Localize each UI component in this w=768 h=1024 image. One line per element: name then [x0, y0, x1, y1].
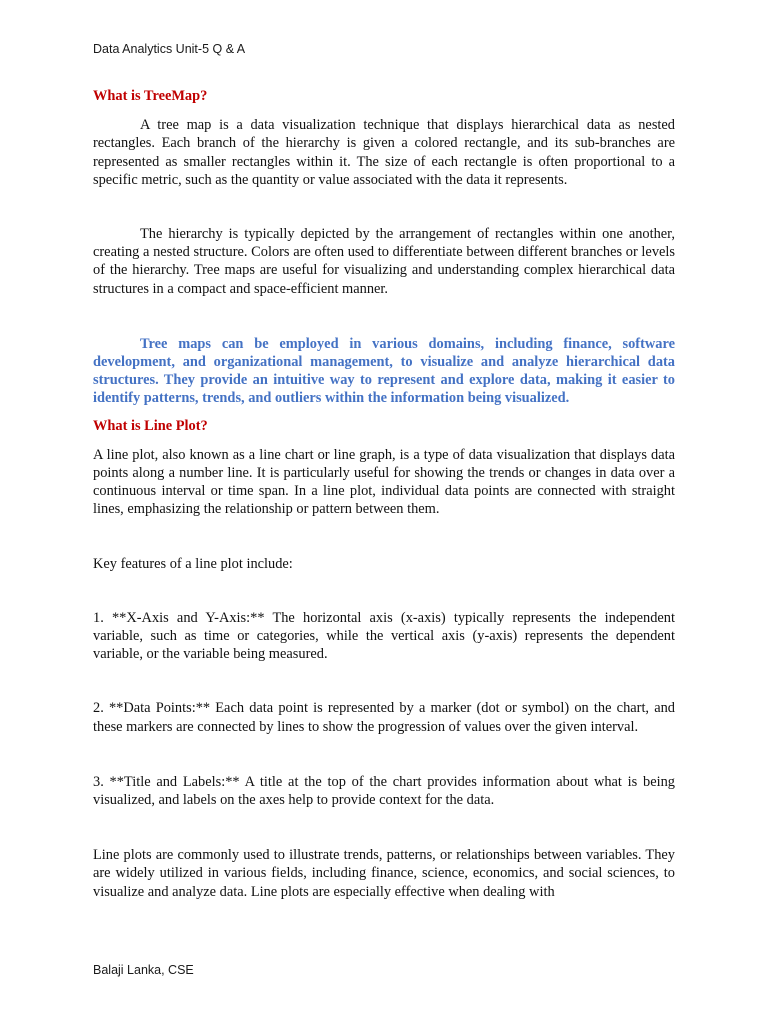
lineplot-feature-3: 3. **Title and Labels:** A title at the top of the chart provides information about what is being visualized, and labels on the axes help to provide context for the data.: [93, 773, 675, 809]
lineplot-heading: What is Line Plot?: [93, 417, 208, 434]
lineplot-feature-1: 1. **X-Axis and Y-Axis:** The horizontal axis (x-axis) typically represents the independent variable, such as time or categories, while the vertical axis (y-axis) represents the dependent variable, or the variable being measured.: [93, 609, 675, 663]
lineplot-features-intro: Key features of a line plot include:: [93, 555, 293, 572]
page-footer: Balaji Lanka, CSE: [93, 963, 194, 977]
lineplot-feature-2: 2. **Data Points:** Each data point is represented by a marker (dot or symbol) on the chart, and these markers are connected by lines to show the progression of values over the given interval.: [93, 700, 675, 735]
treemap-paragraph-1: A tree map is a data visualization technique that displays hierarchical data as nested rectangles. Each branch of the hierarchy is given a colored rectangle, and its sub-branches are represented as smaller rectangles within it. The size of each rectangle is often proportional to a specific metric, such as the quantity or value associated with the data it represents.: [93, 117, 675, 188]
treemap-paragraph-3: Tree maps can be employed in various domains, including finance, software development, and organizational management, to visualize and analyze hierarchical data structures. They provide an intuitive way to represent and explore data, making it easier to identify patterns, trends, and outliers within the information being visualized.: [93, 335, 675, 407]
page-header: Data Analytics Unit-5 Q & A: [93, 42, 246, 56]
treemap-heading: What is TreeMap?: [93, 88, 208, 104]
page-content: [93, 87, 675, 901]
lineplot-closing-paragraph: Line plots are commonly used to illustrate trends, patterns, or relationships between variables. They are widely utilized in various fields, including finance, science, economics, and social sciences, to visualize and analyze data. Line plots are especially effective when dealing with: [93, 847, 675, 900]
treemap-paragraph-2: The hierarchy is typically depicted by the arrangement of rectangles within one another, creating a nested structure. Colors are often used to differentiate between different branches or levels of the hierarchy. Tree maps are useful for visualizing and understanding complex hierarchical data structures in a compact and space-efficient manner.: [93, 226, 675, 297]
lineplot-paragraph-1: A line plot, also known as a line chart or line graph, is a type of data visualization that displays data points along a number line. It is particularly useful for showing the trends or changes in data over a continuous interval or time span. In a line plot, individual data points are connected with straight lines, emphasizing the relationship or pattern between them.: [93, 446, 675, 518]
